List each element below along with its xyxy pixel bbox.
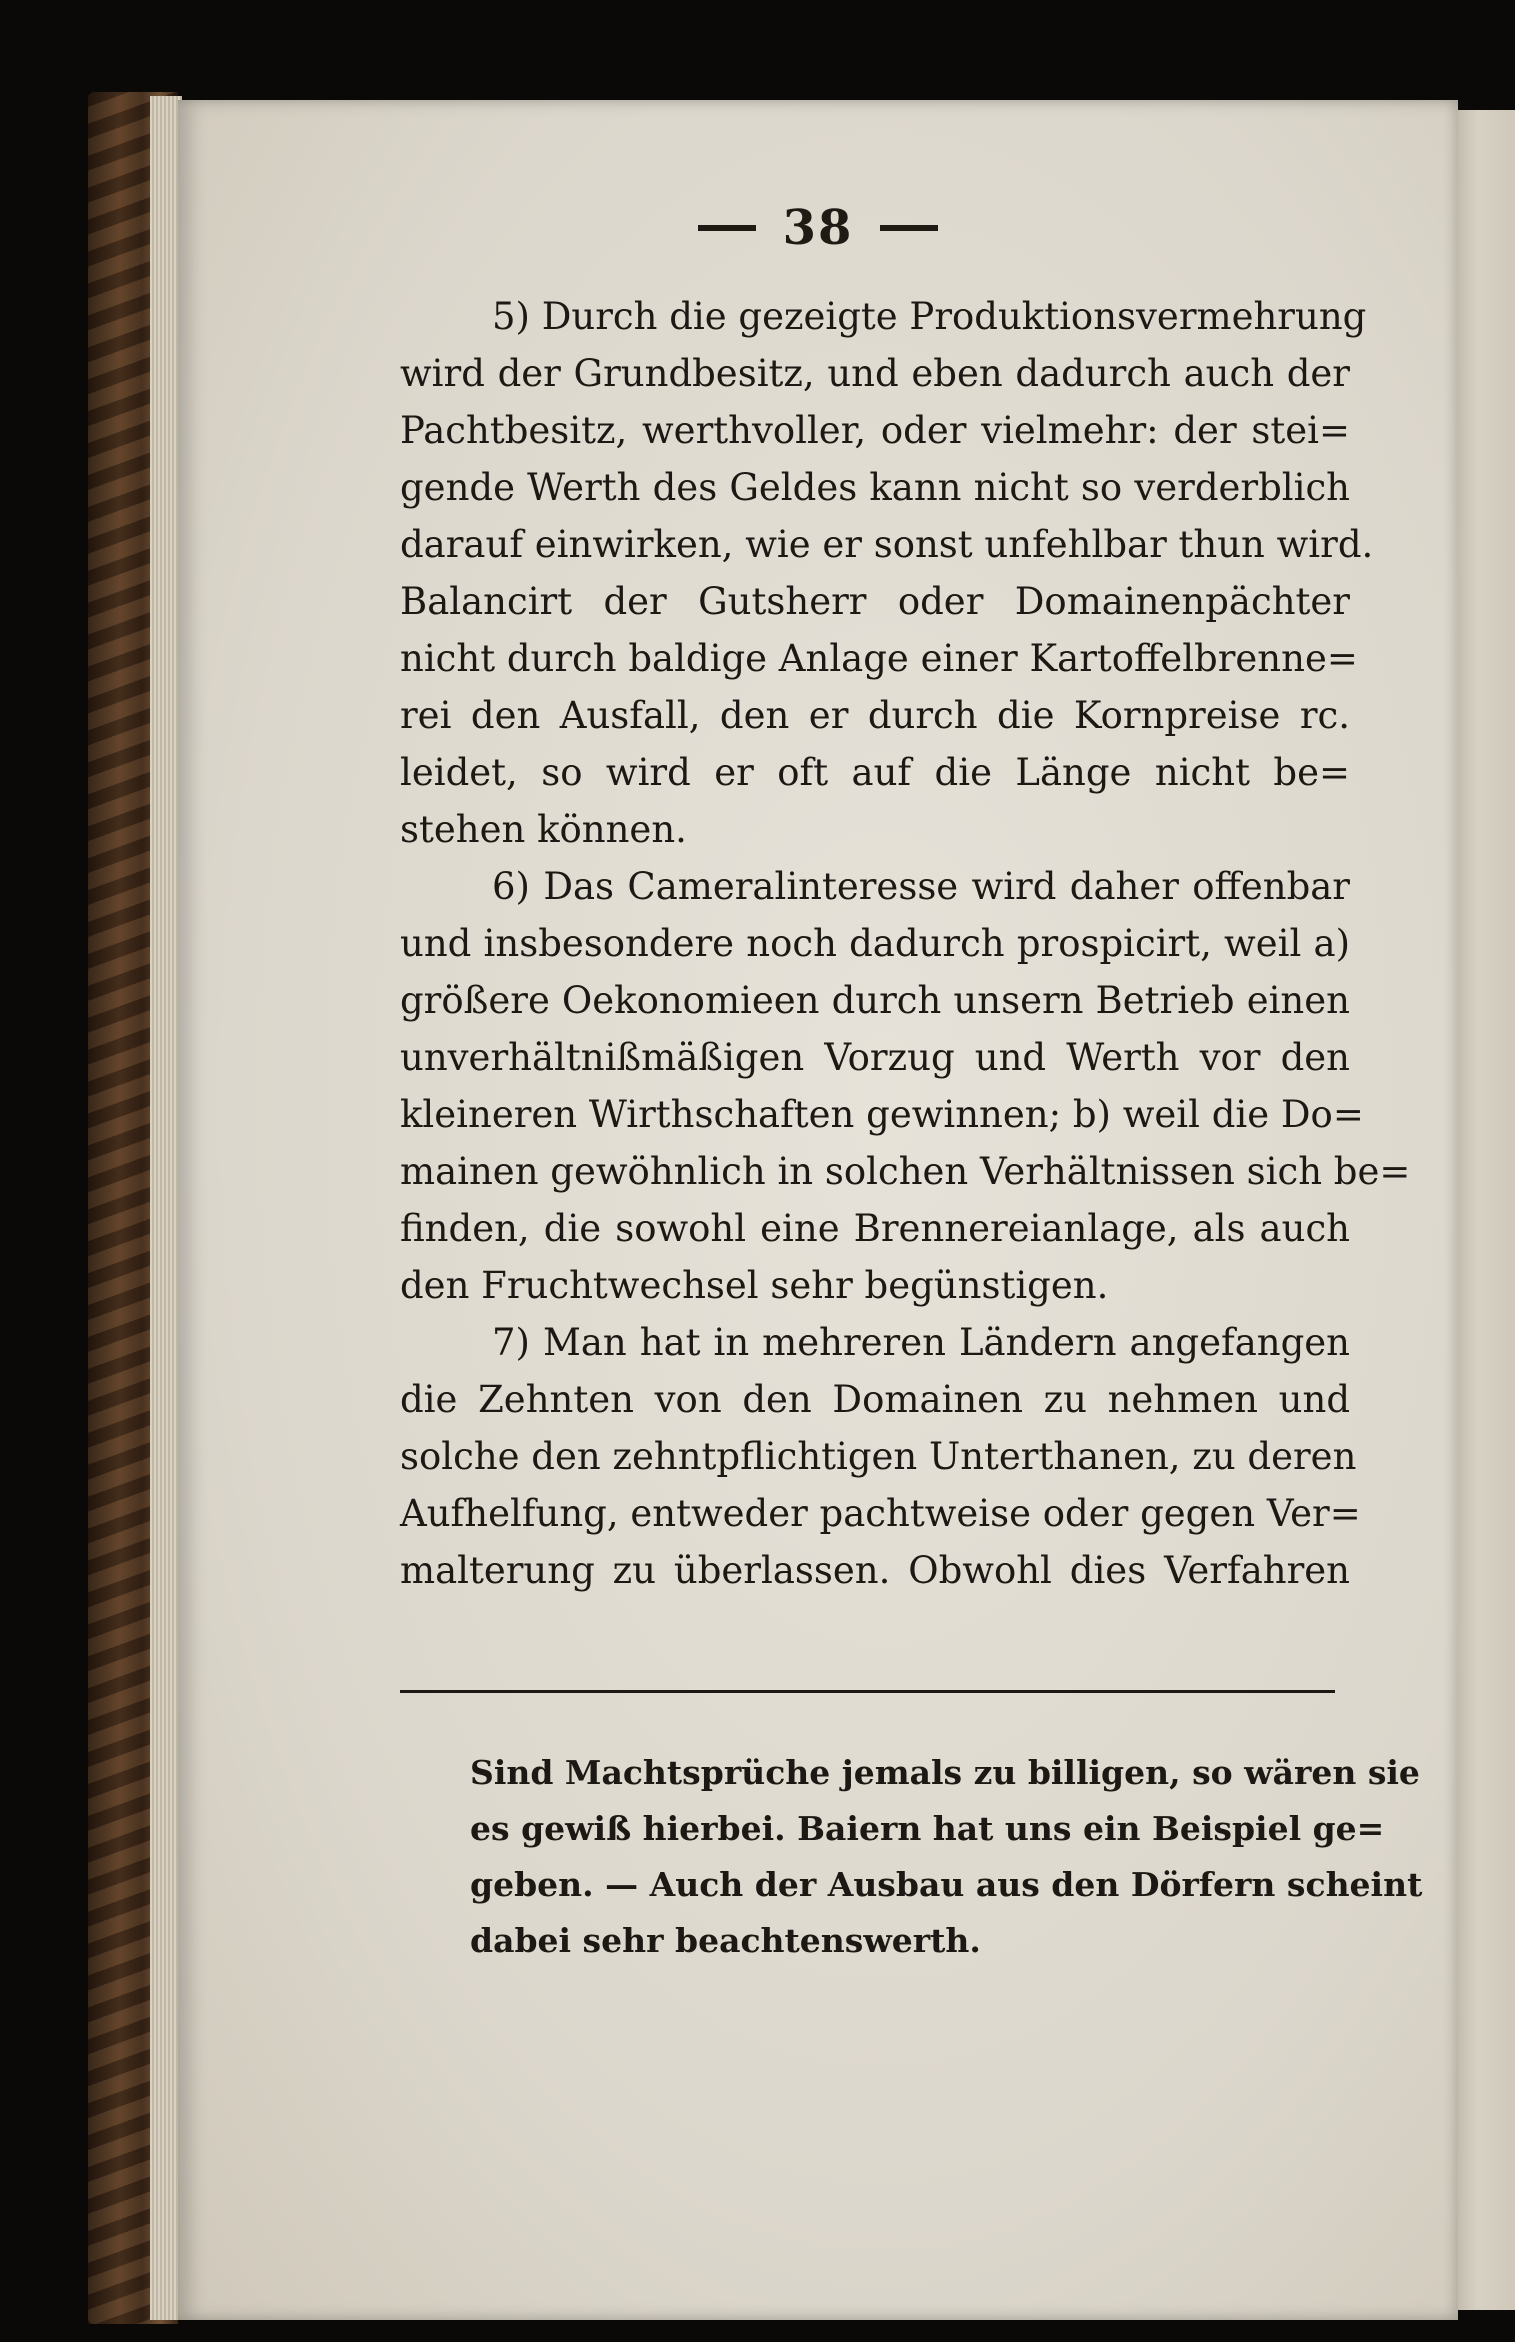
header-dash-right	[880, 225, 938, 231]
text-line: solche den zehntpflichtigen Unterthanen, zu deren	[400, 1435, 1357, 1478]
footnote-line: es gewiß hierbei. Baiern hat uns ein Beispiel ge=	[470, 1809, 1385, 1848]
text-line: malterung zu überlassen. Obwohl dies Verfahren	[400, 1549, 1350, 1592]
text-line: gende Werth des Geldes kann nicht so verderblich	[400, 466, 1350, 509]
footnote	[470, 1745, 1423, 1969]
text-line: 5) Durch die gezeigte Produktionsvermehrung	[492, 295, 1367, 338]
paragraph-7	[400, 1314, 1361, 1599]
text-line: und insbesondere noch dadurch prospicirt, weil a)	[400, 922, 1350, 965]
text-line: den Fruchtwechsel sehr begünstigen.	[400, 1264, 1109, 1307]
text-line: darauf einwirken, wie er sonst unfehlbar thun wird.	[400, 523, 1374, 566]
text-line: 7) Man hat in mehreren Ländern angefangen	[492, 1321, 1350, 1364]
text-line: Aufhelfung, entweder pachtweise oder gegen Ver=	[400, 1492, 1361, 1535]
adjacent-page-edge	[1452, 110, 1515, 2310]
header-dash-left	[698, 225, 756, 231]
text-line: finden, die sowohl eine Brennereianlage, als auch	[400, 1207, 1350, 1250]
text-line: leidet, so wird er oft auf die Länge nicht be=	[400, 751, 1350, 794]
paragraph-6	[400, 858, 1411, 1314]
footnote-line: geben. — Auch der Ausbau aus den Dörfern scheint	[470, 1865, 1423, 1904]
body-text	[400, 288, 1411, 1599]
text-line: Balancirt der Gutsherr oder Domainenpächter	[400, 580, 1350, 623]
page-number: 38	[782, 200, 854, 256]
text-line: größere Oekonomieen durch unsern Betrieb einen	[400, 979, 1350, 1022]
text-line: unverhältnißmäßigen Vorzug und Werth vor den	[400, 1036, 1350, 1079]
text-line: die Zehnten von den Domainen zu nehmen und	[400, 1378, 1350, 1421]
page-header	[178, 200, 1458, 256]
text-line: Pachtbesitz, werthvoller, oder vielmehr: der stei=	[400, 409, 1350, 452]
text-line: rei den Ausfall, den er durch die Kornpreise rc.	[400, 694, 1350, 737]
footnote-line: Sind Machtsprüche jemals zu billigen, so wären sie	[470, 1753, 1420, 1792]
text-line: nicht durch baldige Anlage einer Kartoffelbrenne=	[400, 637, 1358, 680]
paragraph-5	[400, 288, 1374, 858]
footnote-rule	[400, 1690, 1335, 1693]
text-line: 6) Das Cameralinteresse wird daher offenbar	[492, 865, 1350, 908]
footnote-line: dabei sehr beachtenswerth.	[470, 1921, 981, 1960]
text-line: stehen können.	[400, 808, 687, 851]
text-line: mainen gewöhnlich in solchen Verhältnissen sich be=	[400, 1150, 1411, 1193]
text-line: kleineren Wirthschaften gewinnen; b) weil die Do=	[400, 1093, 1364, 1136]
text-line: wird der Grundbesitz, und eben dadurch auch der	[400, 352, 1350, 395]
